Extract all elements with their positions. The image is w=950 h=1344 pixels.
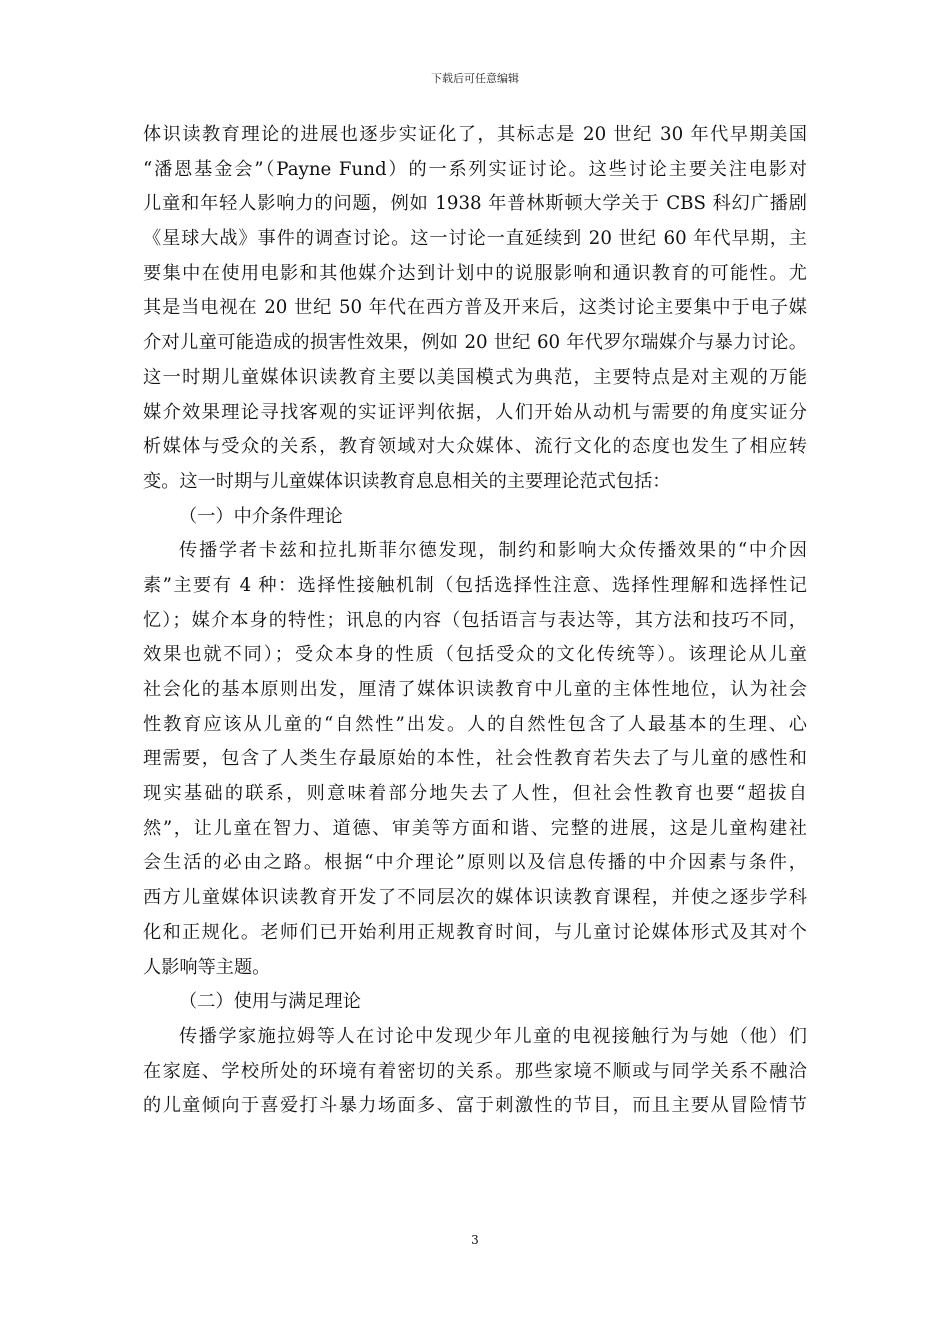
text-line: 理需要，包含了人类生存最原始的本性，社会性教育若失去了与儿童的感性和 [143, 748, 807, 770]
text-line: 析媒体与受众的关系，教育领域对大众媒体、流行文化的态度也发生了相应转 [143, 436, 807, 458]
text-line: 化和正规化。老师们已开始利用正规教育时间，与儿童讨论媒体形式及其对个 [143, 921, 807, 943]
text-line: 效果也就不同）；受众本身的性质（包括受众的文化传统等）。该理论从儿童 [143, 644, 807, 666]
text-line: 其是当电视在 20 世纪 50 年代在西方普及开来后，这类讨论主要集中于电子媒 [143, 297, 807, 319]
text-line: （二）使用与满足理论 [179, 991, 361, 1013]
text-line: （一）中介条件理论 [179, 505, 343, 527]
text-line: 体识读教育理论的进展也逐步实证化了，其标志是 20 世纪 30 年代早期美国 [143, 124, 807, 145]
text-line: 传播学者卡兹和拉扎斯菲尔德发现，制约和影响大众传播效果的“中介因 [179, 540, 807, 562]
text-line: 西方儿童媒体识读教育开发了不同层次的媒体识读教育课程，并使之逐步学科 [143, 887, 807, 909]
text-line: 的儿童倾向于喜爱打斗暴力场面多、富于刺激性的节目，而且主要从冒险情节 [143, 1095, 807, 1117]
text-line: 这一时期儿童媒体识读教育主要以美国模式为典范，主要特点是对主观的万能 [143, 366, 807, 388]
text-line: 在家庭、学校所处的环境有着密切的关系。那些家境不顺或与同学关系不融洽 [143, 1060, 807, 1082]
text-line: 人影响等主题。 [143, 956, 271, 978]
text-line: 现实基础的联系，则意味着部分地失去了人性，但社会性教育也要“超拔自 [143, 783, 807, 805]
text-line: 忆）；媒介本身的特性；讯息的内容（包括语言与表达等，其方法和技巧不同， [143, 609, 807, 631]
text-line: 传播学家施拉姆等人在讨论中发现少年儿童的电视接触行为与她（他）们 [179, 1025, 807, 1047]
page-header: 下载后可任意编辑 [431, 72, 519, 85]
text-line: 儿童和年轻人影响力的问题，例如 1938 年普林斯顿大学关于 CBS 科幻广播剧 [143, 193, 807, 215]
text-line: 然”，让儿童在智力、道德、审美等方面和谐、完整的进展，这是儿童构建社 [143, 817, 807, 839]
text-line: 要集中在使用电影和其他媒介达到计划中的说服影响和通识教育的可能性。尤 [143, 262, 807, 284]
text-line: 社会化的基本原则出发，厘清了媒体识读教育中儿童的主体性地位，认为社会 [143, 679, 807, 700]
page-number: 3 [471, 1233, 479, 1247]
text-line: “潘恩基金会”（Payne Fund）的一系列实证讨论。这些讨论主要关注电影对 [143, 158, 807, 180]
text-line: 素”主要有 4 种：选择性接触机制（包括选择性注意、选择性理解和选择性记 [143, 574, 807, 596]
text-line: 媒介效果理论寻找客观的实证评判依据，人们开始从动机与需要的角度实证分 [143, 401, 807, 423]
document-body [143, 118, 807, 1124]
text-line: 介对儿童可能造成的损害性效果，例如 20 世纪 60 年代罗尔瑞媒介与暴力讨论。 [143, 332, 807, 354]
text-line: 变。这一时期与儿童媒体识读教育息息相关的主要理论范式包括： [143, 470, 671, 492]
text-line: 会生活的必由之路。根据“中介理论”原则以及信息传播的中介因素与条件， [143, 852, 807, 874]
text-line: 性教育应该从儿童的“自然性”出发。人的自然性包含了人最基本的生理、心 [143, 713, 807, 735]
text-line: 《星球大战》事件的调查讨论。这一讨论一直延续到 20 世纪 60 年代早期，主 [143, 228, 807, 250]
